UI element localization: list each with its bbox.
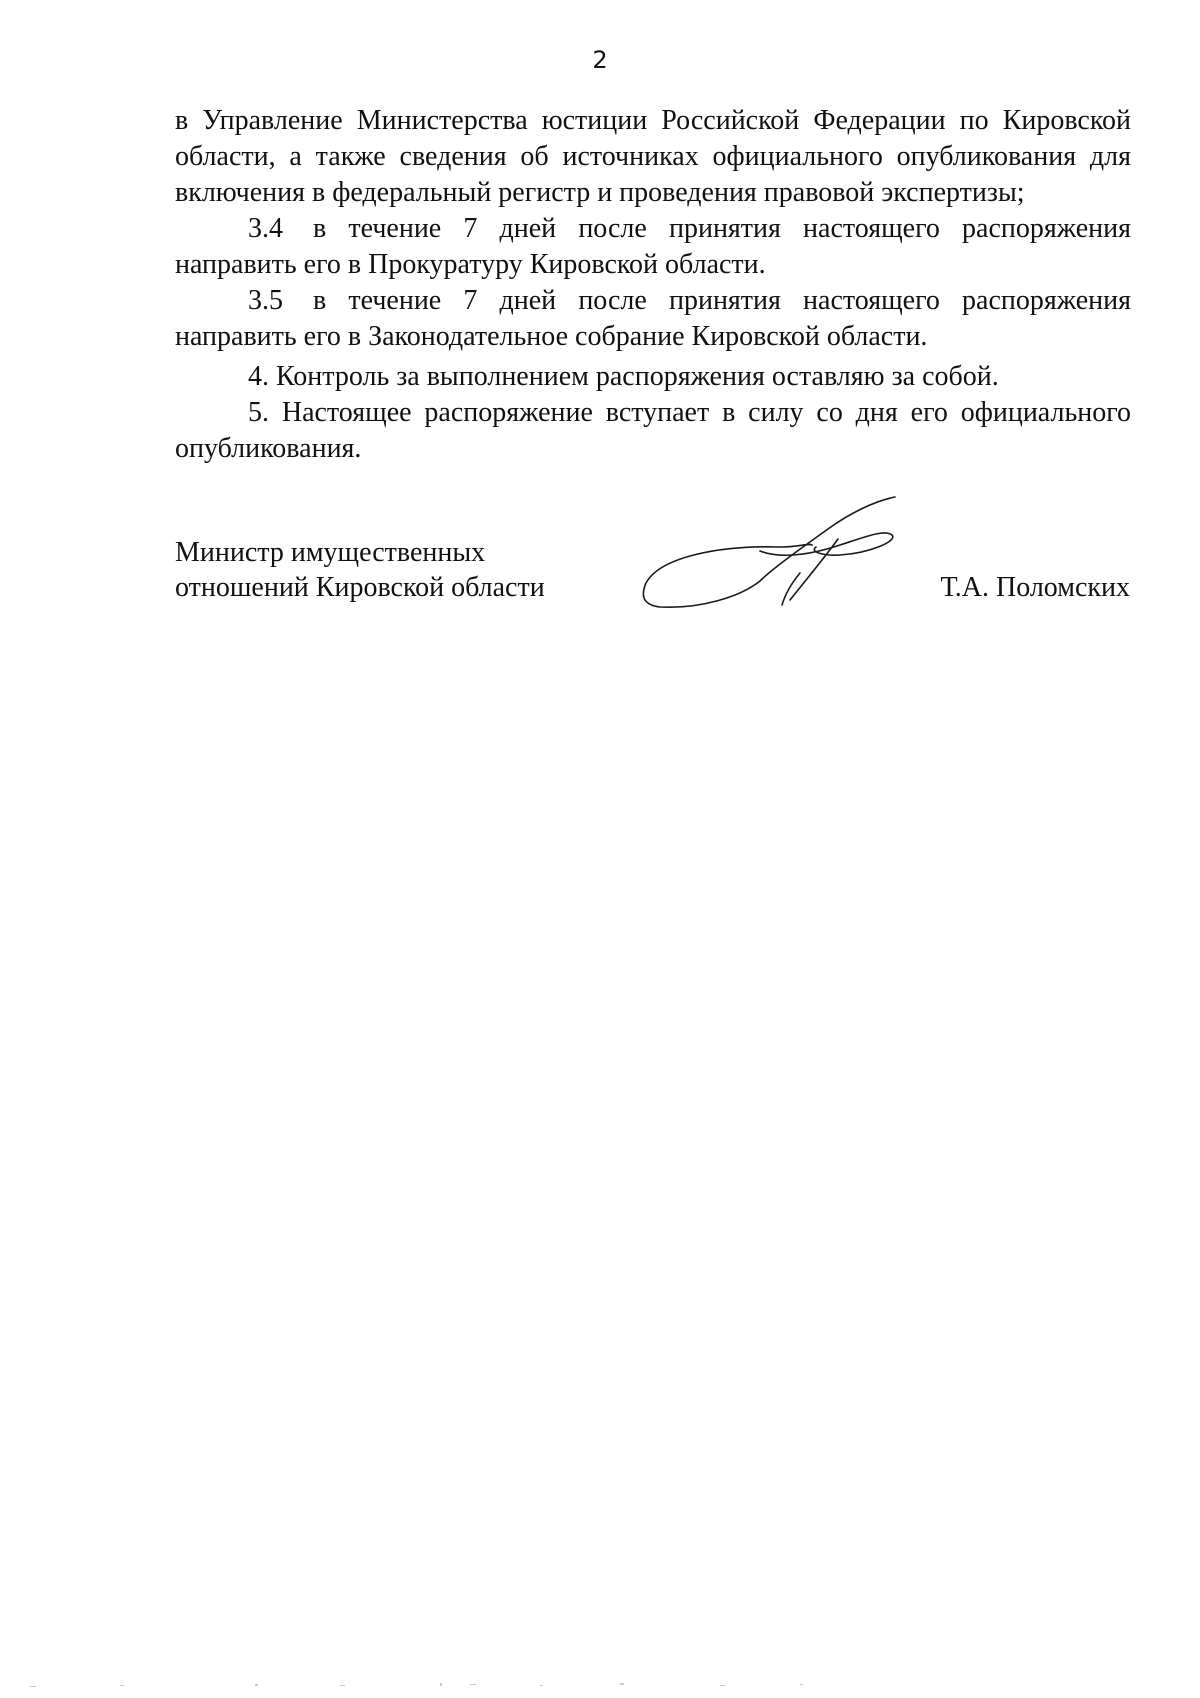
signature-stroke-loop bbox=[760, 533, 893, 555]
paragraph-3-4 bbox=[175, 211, 1131, 283]
item-number-3-5: 3.5 bbox=[248, 285, 283, 316]
document-body bbox=[175, 103, 1131, 467]
paragraph-3-5 bbox=[175, 283, 1131, 355]
paragraph-continuation: в Управление Министерства юстиции Российской Федерации по Кировской области, а также сведения об источниках официального опубликования для включения в федеральный регистр и проведения правовой экспертизы; bbox=[175, 105, 1131, 208]
paragraph-4: 4. Контроль за выполнением распоряжения оставляю за собой. bbox=[248, 361, 999, 392]
signer-position-line-1: Министр имущественных bbox=[175, 537, 486, 568]
paragraph-5: 5. Настоящее распоряжение вступает в силу со дня его официального опубликования. bbox=[175, 397, 1131, 464]
signer-name: Т.А. Поломских bbox=[940, 572, 1130, 603]
scan-noise bbox=[0, 1680, 1200, 1690]
signer-position bbox=[175, 535, 545, 605]
signature-stroke-cross bbox=[782, 573, 800, 605]
signature-icon bbox=[640, 485, 940, 615]
item-text-3-4: в течение 7 дней после принятия настоящего распоряжения направить его в Прокуратуру Кировской области. bbox=[175, 213, 1131, 280]
signer-position-line-2: отношений Кировской области bbox=[175, 572, 545, 603]
item-text-3-5: в течение 7 дней после принятия настоящего распоряжения направить его в Законодательное собрание Кировской области. bbox=[175, 285, 1131, 352]
page-number: 2 bbox=[592, 46, 608, 74]
item-number-3-4: 3.4 bbox=[248, 213, 283, 244]
